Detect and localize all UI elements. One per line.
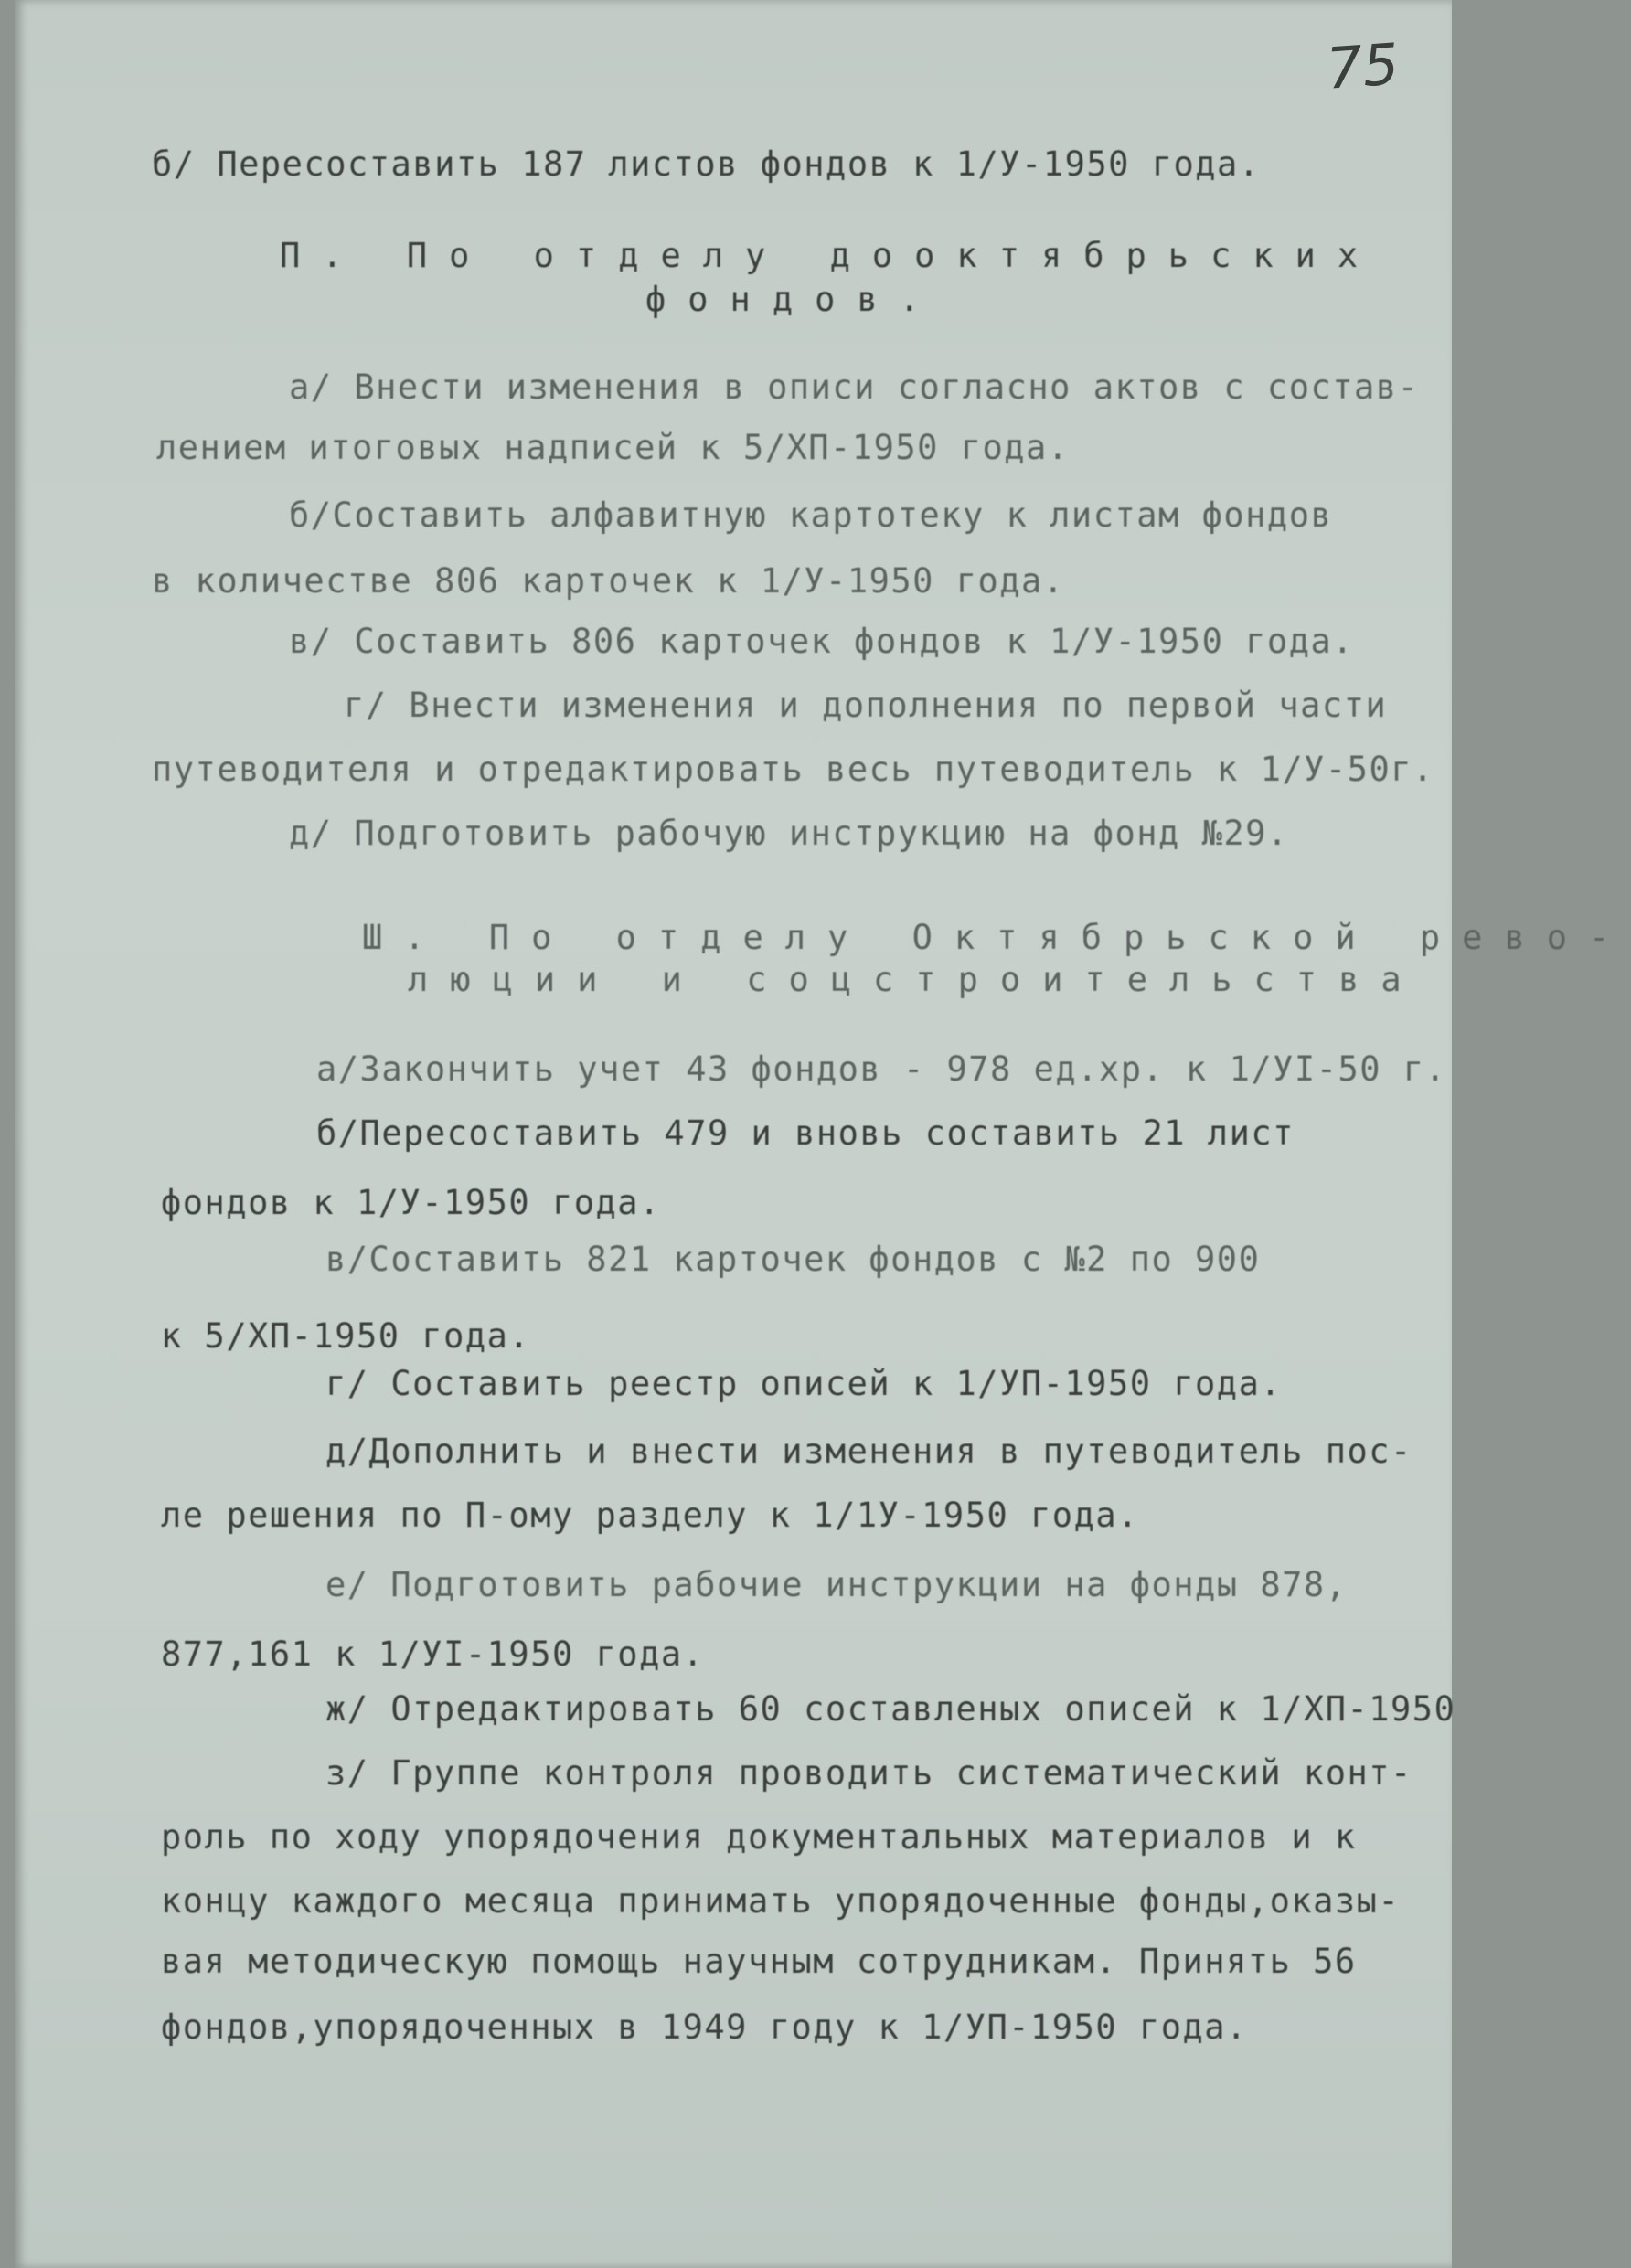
text-line: фондов,упорядоченных в 1949 году к 1/УП-1950 года. (161, 2007, 1248, 2047)
text-line: к 5/ХП-1950 года. (161, 1316, 531, 1356)
text-line: г/ Составить реестр описей к 1/УП-1950 года. (325, 1364, 1283, 1403)
text-line: путеводителя и отредактировать весь путеводитель к 1/У-50г. (152, 750, 1434, 789)
text-line: а/Закончить учет 43 фондов - 978 ед.хр. к 1/УI-50 г. (316, 1049, 1447, 1089)
text-line: а/ Внести изменения в описи согласно актов с состав- (289, 367, 1420, 407)
page-number: 75 (1324, 30, 1402, 102)
text-line: вая методическую помощь научным сотрудникам. Принять 56 (161, 1942, 1357, 1981)
text-line: в/ Составить 806 карточек фондов к 1/У-1950 года. (289, 622, 1355, 661)
text-line: б/ Пересоставить 187 листов фондов к 1/У-1950 года. (152, 144, 1261, 184)
text-line: ж/ Отредактировать 60 составленых описей к 1/ХП-1950 (325, 1689, 1456, 1729)
text-line: ле решения по П-ому разделу к 1/1У-1950 года. (161, 1496, 1139, 1535)
text-line: б/Пересоставить 479 и вновь составить 21 лист (316, 1113, 1295, 1153)
text-line: д/Дополнить и внести изменения в путеводитель пос- (325, 1432, 1412, 1471)
section-heading: Ш. По отделу Октябрьской рево- (362, 918, 1631, 957)
text-line: в/Составить 821 карточек фондов с №2 по 900 (325, 1240, 1261, 1279)
section-heading: П. По отделу дооктябрьских (280, 236, 1380, 275)
text-line: фондов к 1/У-1950 года. (161, 1183, 661, 1222)
text-line: роль по ходу упорядочения документальных материалов и к (161, 1817, 1357, 1857)
text-line: в количестве 806 карточек к 1/У-1950 года. (152, 561, 1065, 601)
section-heading: фондов. (645, 280, 942, 319)
text-line: лением итоговых надписей к 5/ХП-1950 года. (156, 428, 1070, 467)
text-line: г/ Внести изменения и дополнения по первой части (344, 686, 1388, 725)
text-line: з/ Группе контроля проводить систематический конт- (325, 1753, 1412, 1793)
text-line: 877,161 к 1/УI-1950 года. (161, 1634, 705, 1674)
text-line: концу каждого месяца принимать упорядоченные фонды,оказы- (161, 1881, 1401, 1921)
text-line: б/Составить алфавитную картотеку к листам фондов (289, 495, 1333, 535)
text-line: д/ Подготовить рабочую инструкцию на фонд №29. (289, 814, 1289, 853)
section-heading: люции и соцстроительства (408, 960, 1423, 999)
document-page (15, 0, 1631, 2268)
text-line: е/ Подготовить рабочие инструкции на фонды 878, (325, 1565, 1348, 1604)
